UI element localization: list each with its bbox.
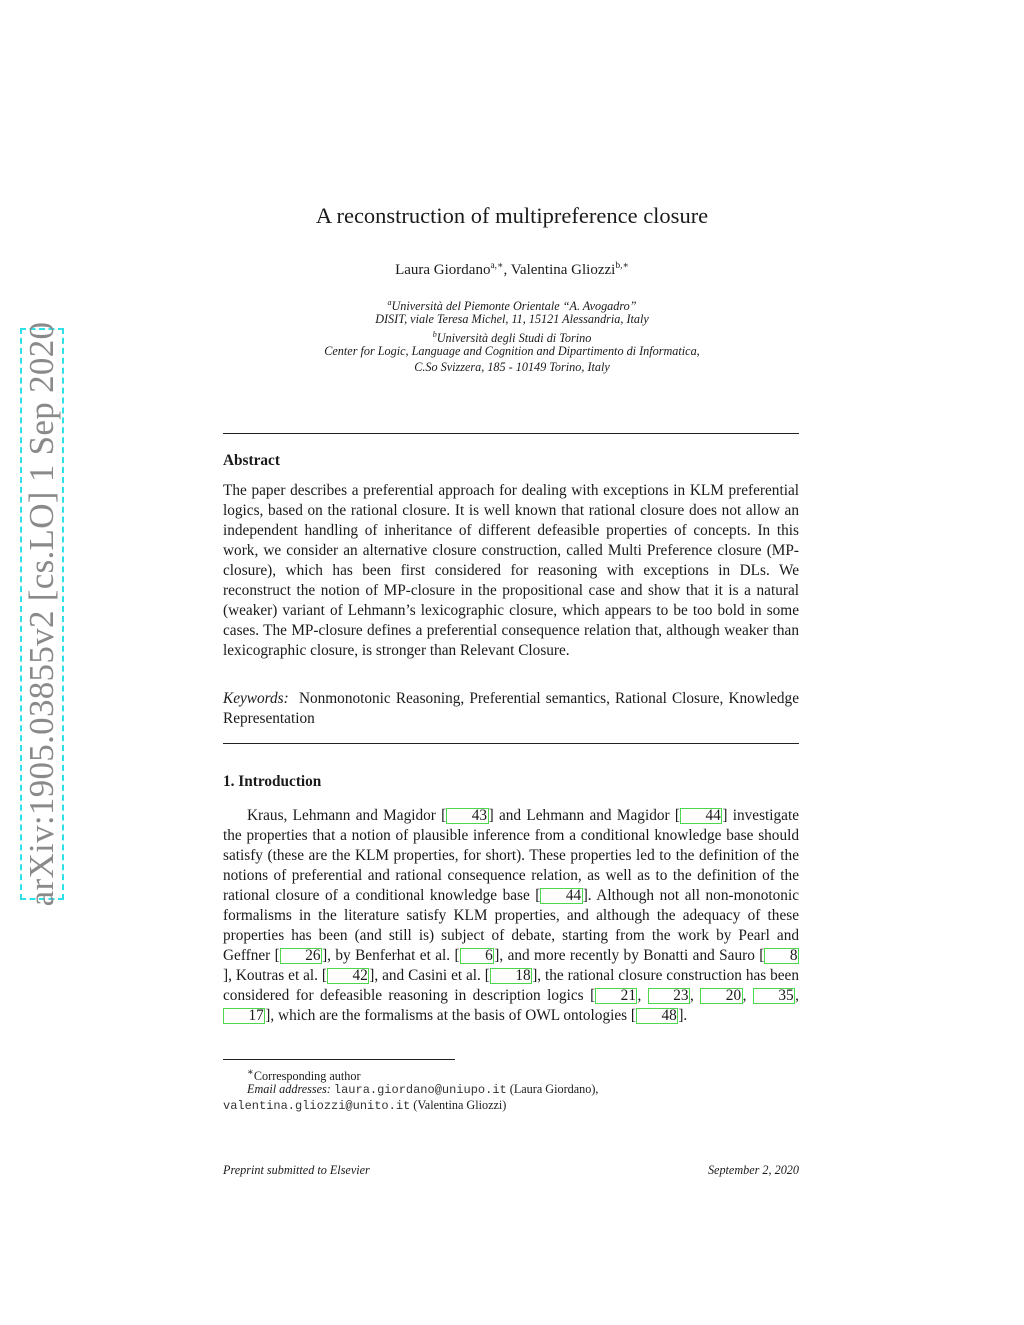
citation-link[interactable]: 6 — [460, 948, 495, 964]
introduction-paragraph — [223, 806, 799, 1026]
citation-link[interactable]: 18 — [490, 968, 532, 984]
text-run: ] and Lehmann and Magidor [ — [488, 807, 681, 824]
abstract-top-rule — [223, 433, 799, 434]
citation-link[interactable]: 26 — [280, 948, 322, 964]
text-run: ], Koutras et al. [ — [223, 967, 327, 984]
footnote-emails — [223, 1081, 799, 1098]
text-run: , — [795, 987, 799, 1004]
keywords — [223, 689, 799, 729]
text-run: ], the rational closure construction has been considered for defeasible reasoning in description logics [ — [223, 967, 799, 1004]
citation-link[interactable]: 20 — [700, 988, 742, 1004]
footnote-emails-cont — [223, 1097, 799, 1114]
footer-left: Preprint submitted to Elsevier — [223, 1163, 370, 1177]
citation-link[interactable]: 17 — [223, 1008, 265, 1024]
affiliation-mark: b — [432, 330, 437, 339]
author-list — [0, 260, 1024, 279]
affiliation-b-line3: C.So Svizzera, 185 - 10149 Torino, Italy — [414, 360, 610, 374]
citation-link[interactable]: 42 — [327, 968, 369, 984]
abstract-body — [223, 481, 799, 661]
text-run: , — [742, 987, 753, 1004]
text-run: ]. Although not all non-monotonic formalisms in the literature satisfy KLM properties, and although the adequacy of these properties has been (and still is) subject of debate, starting from the work by Pearl and Geffner [ — [223, 887, 799, 964]
text-run: ], which are the formalisms at the basis of OWL ontologies [ — [265, 1007, 637, 1024]
keywords-text: Nonmonotonic Reasoning, Preferential semantics, Rational Closure, Knowledge Representation — [223, 690, 799, 727]
citation-link[interactable]: 8 — [764, 948, 799, 964]
affiliation-mark: a — [387, 298, 392, 307]
affiliation-text: Università degli Studi di Torino — [436, 331, 592, 345]
text-run: Kraus, Lehmann and Magidor [ — [247, 807, 447, 824]
email-link[interactable]: laura.giordano@uniupo.it — [333, 1083, 507, 1097]
arxiv-stamp: arXiv:1905.03855v2 [cs.LO] 1 Sep 2020 — [22, 321, 61, 907]
affiliation-b-line2: Center for Logic, Language and Cognition and Dipartimento di Informatica, — [324, 344, 700, 358]
abstract-bottom-rule — [223, 743, 799, 744]
email-label: Email addresses: — [247, 1082, 331, 1096]
section-heading-introduction: 1. Introduction — [223, 773, 322, 790]
citation-link[interactable]: 44 — [540, 888, 582, 904]
abstract-heading: Abstract — [223, 452, 280, 469]
abstract-text: The paper describes a preferential approach for dealing with exceptions in KLM preferential logics, based on the rational closure. It is well known that rational closure does not allow an independent handling of inheritance of different defeasible properties of concepts. In this work, we consider an alternative closure construction, called Multi Preference closure (MP-closure), which has been first considered for reasoning with exceptions in DLs. We reconstruct the notion of MP-closure in the propositional case and show that it is a natural (weaker) variant of Lehmann’s lexicographic closure, which appears to be too bold in some cases. The MP-closure defines a preferential consequence relation that, although weaker than lexicographic closure, is stronger than Relevant Closure. — [223, 482, 799, 659]
footnote-rule — [223, 1059, 455, 1060]
text-run: ], and Casini et al. [ — [369, 967, 490, 984]
citation-link[interactable]: 48 — [636, 1008, 678, 1024]
author-mark: b,∗ — [615, 261, 629, 271]
citation-link[interactable]: 35 — [753, 988, 795, 1004]
citation-link[interactable]: 44 — [680, 808, 722, 824]
footnote-mark: ∗ — [247, 1067, 254, 1078]
author-separator: , — [503, 262, 511, 278]
text-run: ] investigate the properties that a notion of plausible inference from a conditional knowledge base should satisfy (these are the KLM properties, for short). These properties led to the definition of the notions of preferential and rational consequence relation, as well as to the definition of the rational closure of a conditional knowledge base [ — [223, 807, 799, 904]
author-name: Valentina Gliozzi — [510, 262, 616, 278]
text-run: , — [637, 987, 648, 1004]
footer-date: September 2, 2020 — [707, 1163, 799, 1177]
paper-title: A reconstruction of multipreference closure — [315, 203, 709, 228]
keywords-label: Keywords: — [223, 690, 289, 707]
email-owner: (Laura Giordano), — [509, 1082, 599, 1096]
citation-link[interactable]: 21 — [595, 988, 637, 1004]
citation-link[interactable]: 23 — [648, 988, 690, 1004]
citation-link[interactable]: 43 — [446, 808, 488, 824]
email-link[interactable]: valentina.gliozzi@unito.it — [223, 1099, 411, 1113]
text-run: ], and more recently by Bonatti and Sauro [ — [494, 947, 765, 964]
text-run: ]. — [678, 1007, 688, 1024]
email-owner: (Valentina Gliozzi) — [413, 1098, 507, 1112]
author-name: Laura Giordano — [395, 262, 491, 278]
footnote-text: Corresponding author — [253, 1069, 361, 1084]
affiliation-text: Università del Piemonte Orientale “A. Avogadro” — [391, 299, 637, 313]
text-run: , — [690, 987, 701, 1004]
text-run: ], by Benferhat et al. [ — [322, 947, 460, 964]
author-mark: a,∗ — [490, 261, 504, 271]
affiliation-a-line2: DISIT, viale Teresa Michel, 11, 15121 Alessandria, Italy — [375, 312, 649, 326]
introduction-body — [223, 806, 799, 1026]
